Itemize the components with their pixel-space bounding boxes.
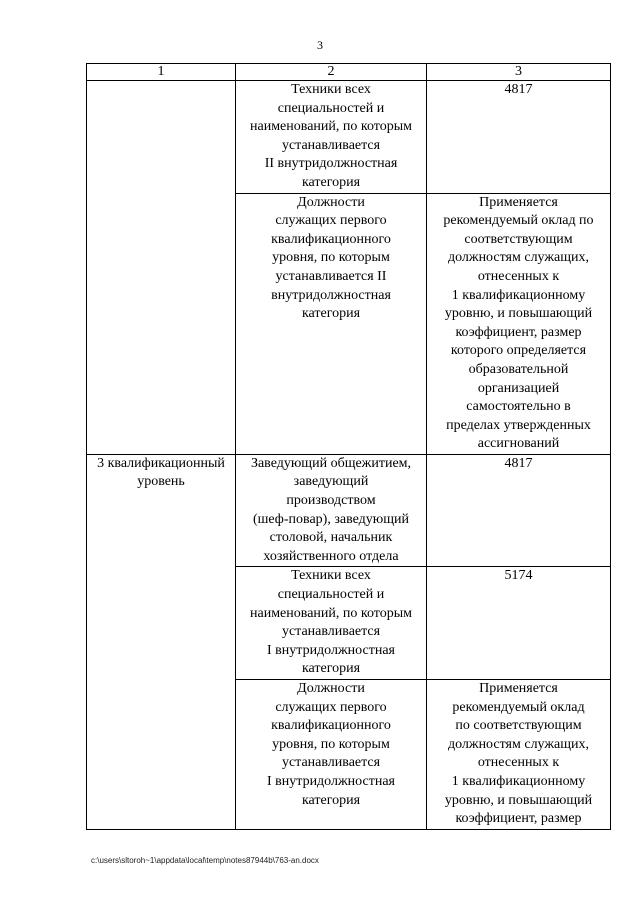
- salary-cell: Применяется рекомендуемый оклад по соответствующим должностям служащих, отнесенных к 1 квалификационному уровню, и повышающий коэффициент, размер: [427, 680, 611, 830]
- table-row: [87, 81, 611, 194]
- salary-cell: 5174: [427, 567, 611, 680]
- qualification-table: [86, 63, 611, 830]
- column-header-2: 2: [236, 64, 427, 81]
- table-header-row: [87, 64, 611, 81]
- column-header-1: 1: [87, 64, 236, 81]
- position-cell: Заведующий общежитием, заведующий производством (шеф-повар), заведующий столовой, начальник хозяйственного отдела: [236, 454, 427, 567]
- salary-cell: 4817: [427, 81, 611, 194]
- salary-cell: 4817: [427, 454, 611, 567]
- position-cell: Техники всех специальностей и наименований, по которым устанавливается I внутридолжностная категория: [236, 567, 427, 680]
- level-cell: 3 квалификационный уровень: [87, 454, 236, 829]
- position-cell: Должности служащих первого квалификационного уровня, по которым устанавливается II внутридолжностная категория: [236, 193, 427, 454]
- page-number: 3: [317, 38, 323, 52]
- footer-file-path: c:\users\sltoroh~1\appdata\local\temp\notes87944b\763-an.docx: [91, 856, 319, 865]
- salary-cell: Применяется рекомендуемый оклад по соответствующим должностям служащих, отнесенных к 1 квалификационному уровню, и повышающий коэффициент, размер которого определяется образовательной организацией самостоятельно в пределах утвержденных ассигнований: [427, 193, 611, 454]
- position-cell: Должности служащих первого квалификационного уровня, по которым устанавливается I внутридолжностная категория: [236, 680, 427, 830]
- table-row: [87, 454, 611, 567]
- level-cell-empty: [87, 81, 236, 455]
- position-cell: Техники всех специальностей и наименований, по которым устанавливается II внутридолжностная категория: [236, 81, 427, 194]
- column-header-3: 3: [427, 64, 611, 81]
